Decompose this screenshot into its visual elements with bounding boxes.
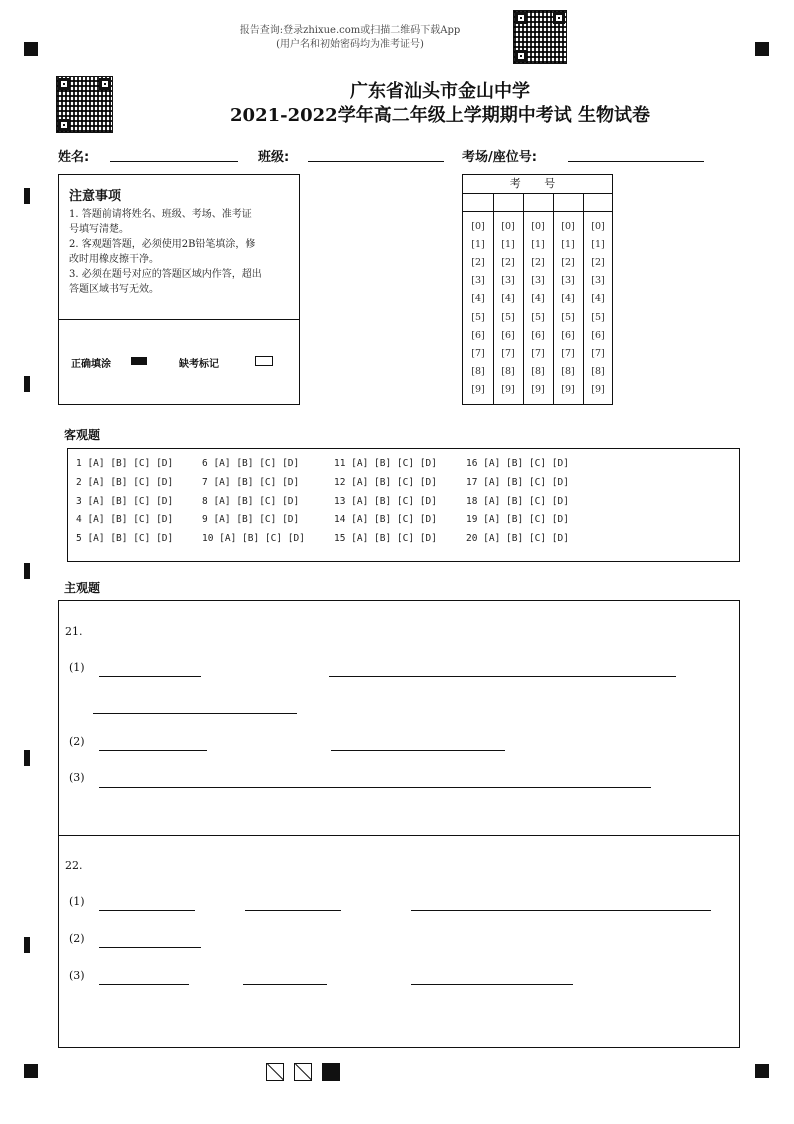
exam-number-bubble[interactable]: [2]: [531, 257, 545, 269]
exam-number-bubble[interactable]: [6]: [561, 329, 575, 341]
exam-number-bubble[interactable]: [4]: [501, 293, 515, 305]
exam-number-bubble[interactable]: [1]: [531, 239, 545, 251]
page-mark-box: [266, 1063, 284, 1081]
download-qr-code: [513, 10, 567, 64]
side-mark: [24, 937, 30, 953]
answer-line-22-1b[interactable]: [245, 910, 341, 911]
answer-line-21-1b[interactable]: [329, 676, 676, 677]
objective-question-bubbles[interactable]: 5 [A] [B] [C] [D]: [76, 533, 174, 545]
exam-name: 2021-2022学年高二年级上学期期中考试 生物试卷: [230, 105, 650, 126]
objective-question-bubbles[interactable]: 8 [A] [B] [C] [D]: [202, 495, 300, 507]
objective-question-bubbles[interactable]: 13 [A] [B] [C] [D]: [334, 495, 437, 507]
exam-number-bubble[interactable]: [3]: [531, 275, 545, 287]
objective-question-bubbles[interactable]: 9 [A] [B] [C] [D]: [202, 514, 300, 526]
notice-title: 注意事项: [69, 189, 122, 204]
notice-line: 号填写清楚。: [69, 224, 129, 235]
exam-number-column-divider: [493, 193, 494, 404]
answer-line-22-2[interactable]: [99, 947, 201, 948]
exam-number-bubble[interactable]: [5]: [501, 311, 515, 323]
notice-line: 3. 必须在题号对应的答题区域内作答，超出: [69, 269, 262, 280]
exam-number-bubble[interactable]: [1]: [561, 239, 575, 251]
exam-number-bubble[interactable]: [7]: [501, 347, 515, 359]
exam-number-bubble[interactable]: [7]: [471, 347, 485, 359]
objective-question-bubbles[interactable]: 6 [A] [B] [C] [D]: [202, 458, 300, 469]
question-21-number: 21.: [65, 625, 83, 638]
student-qr-code: [56, 76, 113, 133]
notice-line: 2. 客观题答题，必须使用2B铅笔填涂，修: [69, 239, 256, 250]
side-mark: [24, 188, 30, 204]
side-mark: [24, 750, 30, 766]
objective-question-bubbles[interactable]: 1 [A] [B] [C] [D]: [76, 458, 174, 469]
objective-section-label: 客观题: [64, 428, 101, 442]
subjective-section-label: 主观题: [64, 581, 101, 595]
exam-number-bubble[interactable]: [8]: [501, 365, 515, 377]
exam-number-bubble[interactable]: [9]: [471, 383, 485, 395]
question-22-number: 22.: [65, 859, 83, 872]
exam-number-bubble[interactable]: [8]: [591, 365, 605, 377]
exam-number-column-divider: [553, 193, 554, 404]
answer-line-21-1a[interactable]: [99, 676, 201, 677]
objective-question-bubbles[interactable]: 15 [A] [B] [C] [D]: [334, 533, 437, 545]
class-label: 班级:: [258, 150, 290, 165]
exam-number-bubble[interactable]: [0]: [591, 221, 605, 232]
exam-number-bubble[interactable]: [1]: [501, 239, 515, 251]
absent-mark-box[interactable]: [255, 356, 273, 366]
objective-question-bubbles[interactable]: 11 [A] [B] [C] [D]: [334, 458, 437, 469]
exam-number-bubble[interactable]: [5]: [561, 311, 575, 323]
exam-number-bubble[interactable]: [3]: [501, 275, 515, 287]
exam-number-bubble[interactable]: [0]: [561, 221, 575, 232]
exam-number-bubble[interactable]: [9]: [531, 383, 545, 395]
exam-number-bubble[interactable]: [6]: [591, 329, 605, 341]
exam-number-bubble[interactable]: [2]: [561, 257, 575, 269]
exam-number-bubble[interactable]: [9]: [501, 383, 515, 395]
objective-question-bubbles[interactable]: 20 [A] [B] [C] [D]: [466, 533, 569, 545]
answer-line-21-1c[interactable]: [93, 713, 297, 714]
legend-absent-label: 缺考标记: [179, 359, 219, 370]
exam-number-column-divider: [583, 193, 584, 404]
exam-number-write-row[interactable]: [463, 193, 612, 212]
exam-number-bubble[interactable]: [4]: [561, 293, 575, 305]
answer-line-21-2a[interactable]: [99, 750, 207, 751]
exam-number-bubble[interactable]: [4]: [471, 293, 485, 305]
corner-mark-bottom-left: [24, 1064, 38, 1078]
answer-line-21-3[interactable]: [99, 787, 651, 788]
objective-question-bubbles[interactable]: 17 [A] [B] [C] [D]: [466, 476, 569, 488]
objective-question-bubbles[interactable]: 14 [A] [B] [C] [D]: [334, 514, 437, 526]
exam-number-grid: [462, 174, 613, 405]
question-21-part-2: (2): [69, 735, 85, 748]
exam-number-bubble[interactable]: [7]: [591, 347, 605, 359]
exam-number-bubble[interactable]: [5]: [471, 311, 485, 323]
objective-question-bubbles[interactable]: 10 [A] [B] [C] [D]: [202, 533, 305, 545]
objective-answer-box: [67, 448, 740, 562]
exam-number-bubble[interactable]: [5]: [531, 311, 545, 323]
exam-number-bubble[interactable]: [1]: [591, 239, 605, 251]
exam-number-header: 考 号: [463, 175, 612, 194]
answer-line-22-3a[interactable]: [99, 984, 189, 985]
exam-number-bubble[interactable]: [5]: [591, 311, 605, 323]
exam-number-bubble[interactable]: [6]: [531, 329, 545, 341]
corner-mark-top-right: [755, 42, 769, 56]
question-22-part-2: (2): [69, 932, 85, 945]
objective-question-bubbles[interactable]: 4 [A] [B] [C] [D]: [76, 514, 174, 526]
report-query-line-1: 报告查询:登录zhixue.com或扫描二维码下载App: [239, 25, 461, 36]
legend-filled-label: 正确填涂: [71, 359, 111, 370]
notice-divider: [59, 319, 299, 320]
question-22-part-3: (3): [69, 969, 85, 982]
exam-number-bubble[interactable]: [8]: [531, 365, 545, 377]
exam-title: [150, 80, 730, 128]
exam-number-bubble[interactable]: [2]: [591, 257, 605, 269]
question-21-part-3: (3): [69, 771, 85, 784]
objective-question-bubbles[interactable]: 2 [A] [B] [C] [D]: [76, 476, 174, 488]
notice-line: 改时用橡皮擦干净。: [69, 254, 159, 265]
notice-line: 答题区域书写无效。: [69, 284, 159, 295]
answer-line-22-3c[interactable]: [411, 984, 573, 985]
page-mark-box: [322, 1063, 340, 1081]
answer-line-21-2b[interactable]: [331, 750, 505, 751]
exam-number-bubble[interactable]: [3]: [471, 275, 485, 287]
exam-number-bubble[interactable]: [8]: [471, 365, 485, 377]
exam-number-bubble[interactable]: [4]: [591, 293, 605, 305]
objective-question-bubbles[interactable]: 19 [A] [B] [C] [D]: [466, 514, 569, 526]
exam-number-bubble[interactable]: [3]: [591, 275, 605, 287]
corner-mark-bottom-right: [755, 1064, 769, 1078]
question-21-part-1: (1): [69, 661, 85, 674]
objective-question-bubbles[interactable]: 18 [A] [B] [C] [D]: [466, 495, 569, 507]
name-label: 姓名:: [58, 150, 90, 165]
legend-filled-sample: [131, 357, 147, 365]
exam-number-bubble[interactable]: [7]: [531, 347, 545, 359]
name-field[interactable]: [110, 161, 238, 162]
exam-number-bubble[interactable]: [0]: [471, 221, 485, 232]
page-mark-box: [294, 1063, 312, 1081]
question-divider: [59, 835, 739, 836]
school-name: 广东省汕头市金山中学: [350, 81, 530, 102]
side-mark: [24, 376, 30, 392]
exam-number-bubble[interactable]: [6]: [471, 329, 485, 341]
exam-number-bubble[interactable]: [4]: [531, 293, 545, 305]
objective-question-bubbles[interactable]: 12 [A] [B] [C] [D]: [334, 476, 437, 488]
exam-number-bubble[interactable]: [3]: [561, 275, 575, 287]
room-seat-field[interactable]: [568, 161, 704, 162]
exam-number-bubble[interactable]: [2]: [471, 257, 485, 269]
objective-question-bubbles[interactable]: 16 [A] [B] [C] [D]: [466, 458, 569, 469]
notice-box: [58, 174, 300, 405]
answer-line-22-3b[interactable]: [243, 984, 327, 985]
exam-number-bubble[interactable]: [9]: [591, 383, 605, 395]
exam-number-bubble[interactable]: [9]: [561, 383, 575, 395]
answer-line-22-1a[interactable]: [99, 910, 195, 911]
exam-number-bubble[interactable]: [8]: [561, 365, 575, 377]
objective-question-bubbles[interactable]: 3 [A] [B] [C] [D]: [76, 495, 174, 507]
exam-number-bubble[interactable]: [1]: [471, 239, 485, 251]
exam-number-column-divider: [523, 193, 524, 404]
report-query-line-2: (用户名和初始密码均为准考证号): [276, 39, 424, 50]
subjective-answer-box: [58, 600, 740, 1048]
room-seat-label: 考场/座位号:: [462, 150, 537, 165]
exam-number-bubble[interactable]: [2]: [501, 257, 515, 269]
exam-number-bubble[interactable]: [0]: [531, 221, 545, 232]
corner-mark-top-left: [24, 42, 38, 56]
exam-number-bubble[interactable]: [7]: [561, 347, 575, 359]
objective-question-bubbles[interactable]: 7 [A] [B] [C] [D]: [202, 476, 300, 488]
class-field[interactable]: [308, 161, 444, 162]
exam-number-bubble[interactable]: [6]: [501, 329, 515, 341]
question-22-part-1: (1): [69, 895, 85, 908]
side-mark: [24, 563, 30, 579]
answer-line-22-1c[interactable]: [411, 910, 711, 911]
exam-number-bubble[interactable]: [0]: [501, 221, 515, 232]
notice-text: [69, 207, 291, 297]
report-query-note: [200, 24, 500, 52]
notice-line: 1. 答题前请将姓名、班级、考场、准考证: [69, 209, 252, 220]
